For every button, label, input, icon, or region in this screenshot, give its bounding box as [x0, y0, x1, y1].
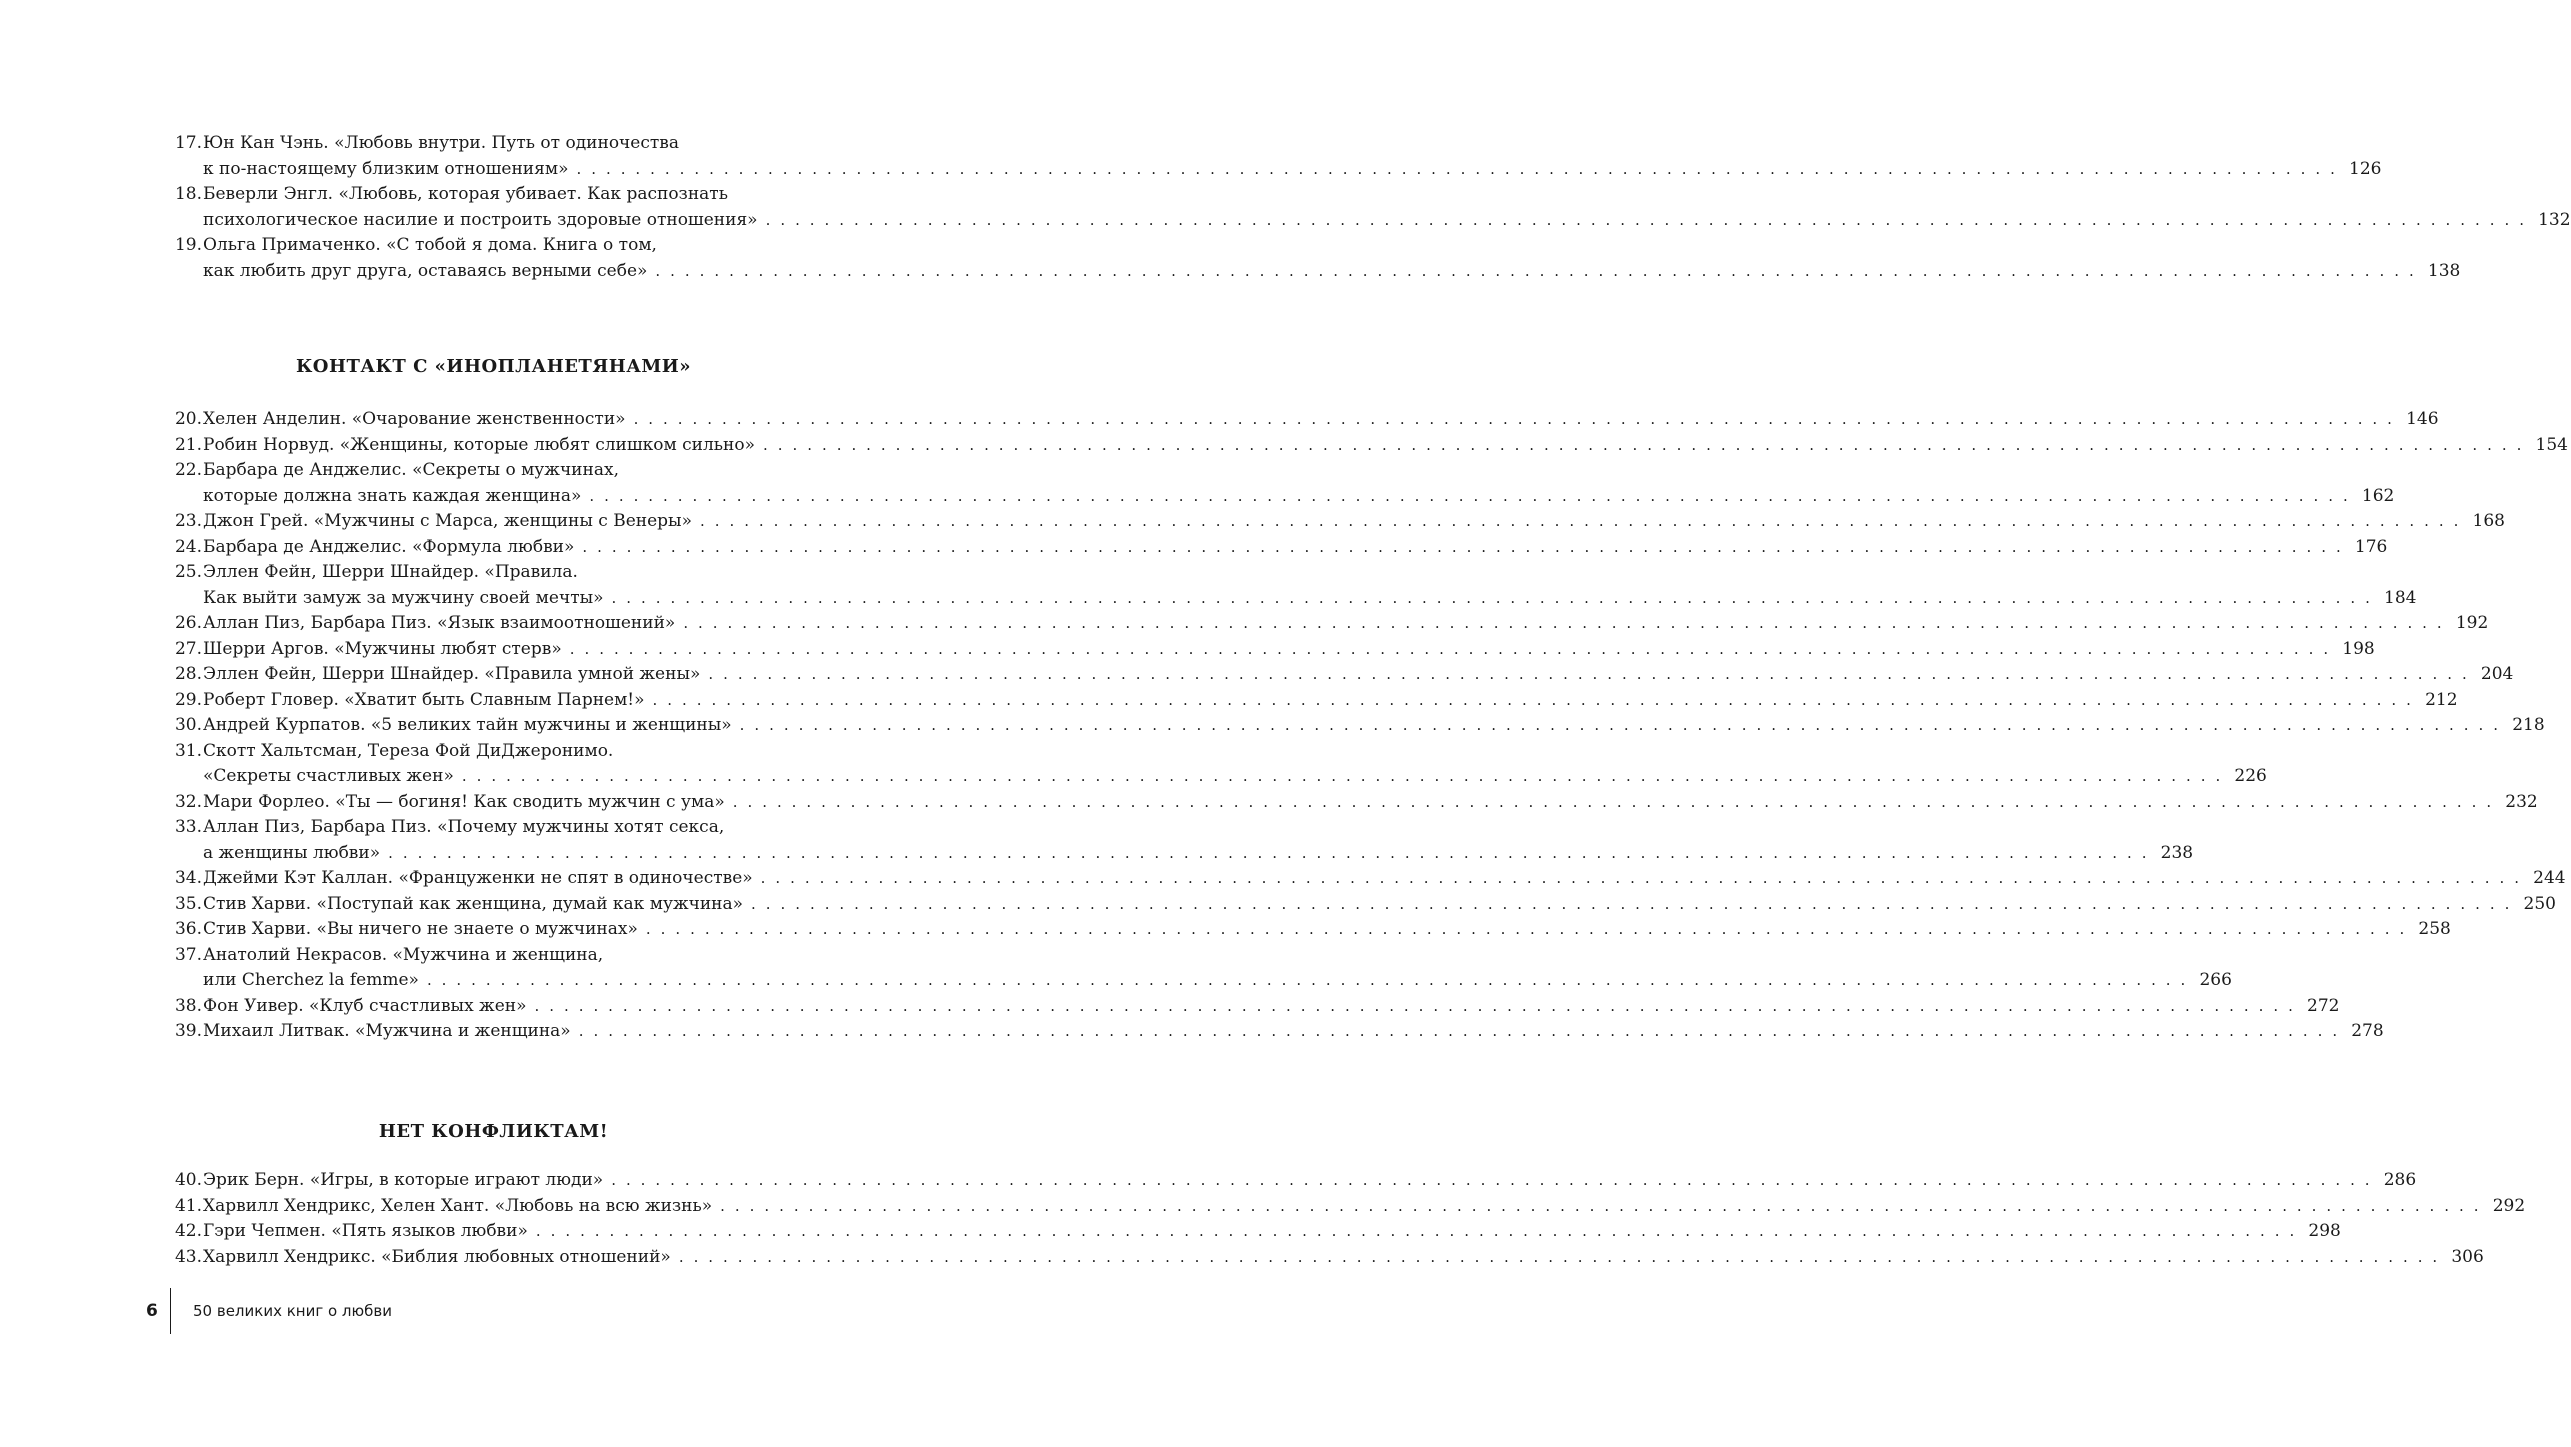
entry-number: 18.: [174, 184, 202, 204]
entry-page-number: 168: [2472, 511, 2505, 531]
toc-entry-line: [172, 509, 2505, 535]
toc-entry-line: [172, 182, 874, 208]
entry-page-number: 176: [2354, 536, 2388, 557]
page-number: 6: [146, 1301, 158, 1321]
entry-title: а женщины любви»: [203, 842, 381, 863]
dot-leader: . . . . . . . . . . . . . . . . . . . . . . . . . . . . . . . . . . . . . . . . . . . . . . . . . . . . . . . . . . . . . . . . . . . . . . . . . . . . . . . . . . . . . . . . . . . . . . . . . . . . . . . . . . . . . . . . . . . . . . . .: [461, 767, 2223, 785]
entry-number: 34.: [174, 868, 202, 888]
toc-entry: [172, 1194, 2526, 1220]
toc-entry-line: [172, 713, 2545, 739]
page-footer: [146, 1288, 392, 1334]
entry-title: Аллан Пиз, Барбара Пиз. «Язык взаимоотношений»: [203, 613, 676, 633]
toc-entry-line: [172, 1245, 2484, 1271]
entry-number: 43.: [174, 1246, 202, 1267]
dot-leader: . . . . . . . . . . . . . . . . . . . . . . . . . . . . . . . . . . . . . . . . . . . . . . . . . . . . . . . . . . . . . . . . . . . . . . . . . . . . . . . . . . . . . . . . . . . . . . . . . . . . . . . . . . . . . . . . . . . . . . . .: [645, 920, 2407, 938]
entry-page-number: 266: [2199, 970, 2232, 990]
entry-number: 40.: [174, 1170, 202, 1190]
toc-entry: [172, 433, 2568, 459]
entry-page-number: 306: [2451, 1246, 2484, 1267]
entry-title: Хелен Анделин. «Очарование женственности»: [203, 409, 626, 429]
toc-entry: [172, 535, 2388, 561]
entry-title: или Cherchez la femme»: [203, 970, 419, 990]
toc-entry: [172, 233, 2461, 284]
entry-title: Гэри Чепмен. «Пять языков любви»: [203, 1221, 528, 1241]
entry-title: Юн Кан Чэнь. «Любовь внутри. Путь от одиночества: [203, 133, 679, 153]
entry-page-number: 292: [2492, 1195, 2526, 1216]
entry-page-number: 162: [2361, 485, 2395, 506]
dot-leader: . . . . . . . . . . . . . . . . . . . . . . . . . . . . . . . . . . . . . . . . . . . . . . . . . . . . . . . . . . . . . . . . . . . . . . . . . . . . . . . . . . . . . . . . . . . . . . . . . . . . . . . . . . . . . . . . . . . . . . . .: [652, 690, 2414, 709]
entry-title: Барбара де Анджелис. «Формула любви»: [203, 536, 575, 557]
toc-entry-line: [172, 1219, 2341, 1245]
entry-title: Эллен Фейн, Шерри Шнайдер. «Правила умной жены»: [203, 664, 701, 684]
dot-leader: . . . . . . . . . . . . . . . . . . . . . . . . . . . . . . . . . . . . . . . . . . . . . . . . . . . . . . . . . . . . . . . . . . . . . . . . . . . . . . . . . . . . . . . . . . . . . . . . . . . . . . . . . . . . . . . . . . . . . . . .: [576, 159, 2338, 178]
entry-number: 32.: [174, 791, 202, 812]
toc-entry-line: [172, 535, 2388, 561]
entry-number: 33.: [174, 817, 202, 837]
entry-page-number: 286: [2383, 1170, 2417, 1190]
toc-entry-line: [172, 892, 2556, 918]
entry-title: Стив Харви. «Вы ничего не знаете о мужчинах»: [203, 919, 638, 939]
entry-number: 27.: [174, 638, 202, 659]
toc-entry: [172, 688, 2458, 714]
entry-page-number: 218: [2512, 715, 2545, 735]
toc-entry-line: [172, 433, 2568, 459]
entry-title: Аллан Пиз, Барбара Пиз. «Почему мужчины хотят секса,: [203, 817, 725, 837]
dot-leader: . . . . . . . . . . . . . . . . . . . . . . . . . . . . . . . . . . . . . . . . . . . . . . . . . . . . . . . . . . . . . . . . . . . . . . . . . . . . . . . . . . . . . . . . . . . . . . . . . . . . . . . . . . . . . . . . . . . . . . . .: [732, 792, 2494, 811]
entry-page-number: 250: [2523, 893, 2556, 914]
toc-section-contact: [172, 407, 2568, 1045]
dot-leader: . . . . . . . . . . . . . . . . . . . . . . . . . . . . . . . . . . . . . . . . . . . . . . . . . . . . . . . . . . . . . . . . . . . . . . . . . . . . . . . . . . . . . . . . . . . . . . . . . . . . . . . . . . . . . . . . . . . . . . . .: [426, 971, 2188, 989]
entry-page-number: 192: [2455, 613, 2489, 633]
toc-entry: [172, 637, 2375, 663]
entry-number: 35.: [174, 893, 202, 914]
entry-page-number: 198: [2342, 638, 2375, 659]
dot-leader: . . . . . . . . . . . . . . . . . . . . . . . . . . . . . . . . . . . . . . . . . . . . . . . . . . . . . . . . . . . . . . . . . . . . . . . . . . . . . . . . . . . . . . . . . . . . . . . . . . . . . . . . . . . . . . . . . . . . . . . .: [582, 537, 2344, 556]
entry-number: 39.: [174, 1021, 202, 1041]
entry-number: 28.: [174, 664, 202, 684]
entry-number: 20.: [174, 409, 202, 429]
entry-title: Стив Харви. «Поступай как женщина, думай как мужчина»: [203, 893, 744, 914]
dot-leader: . . . . . . . . . . . . . . . . . . . . . . . . . . . . . . . . . . . . . . . . . . . . . . . . . . . . . . . . . . . . . . . . . . . . . . . . . . . . . . . . . . . . . . . . . . . . . . . . . . . . . . . . . . . . . . . . . . . . . . . .: [760, 869, 2522, 887]
toc-entry: [172, 790, 2538, 816]
toc-entry-line: [172, 815, 874, 841]
entry-number: 19.: [174, 235, 202, 255]
entry-title: Как выйти замуж за мужчину своей мечты»: [203, 587, 604, 608]
entry-page-number: 226: [2234, 766, 2267, 786]
dot-leader: . . . . . . . . . . . . . . . . . . . . . . . . . . . . . . . . . . . . . . . . . . . . . . . . . . . . . . . . . . . . . . . . . . . . . . . . . . . . . . . . . . . . . . . . . . . . . . . . . . . . . . . . . . . . . . . . . . . . . . . .: [751, 894, 2512, 913]
entry-page-number: 258: [2418, 919, 2451, 939]
toc-entry: [172, 407, 2439, 433]
entry-number: 26.: [174, 613, 202, 633]
toc-entry: [172, 458, 2395, 509]
dot-leader: . . . . . . . . . . . . . . . . . . . . . . . . . . . . . . . . . . . . . . . . . . . . . . . . . . . . . . . . . . . . . . . . . . . . . . . . . . . . . . . . . . . . . . . . . . . . . . . . . . . . . . . . . . . . . . . . . . . . . . . .: [739, 716, 2501, 734]
entry-number: 23.: [174, 511, 202, 531]
entry-page-number: 184: [2384, 587, 2417, 608]
entry-number: 42.: [174, 1221, 202, 1241]
entry-number: 25.: [174, 562, 202, 582]
dot-leader: . . . . . . . . . . . . . . . . . . . . . . . . . . . . . . . . . . . . . . . . . . . . . . . . . . . . . . . . . . . . . . . . . . . . . . . . . . . . . . . . . . . . . . . . . . . . . . . . . . . . . . . . . . . . . . . . . . . . . . . .: [611, 1171, 2373, 1189]
toc-entry: [172, 994, 2340, 1020]
entry-title: Харвилл Хендрикс, Хелен Хант. «Любовь на всю жизнь»: [203, 1195, 713, 1216]
entry-number: 31.: [174, 740, 202, 761]
toc-entry: [172, 866, 2566, 892]
dot-leader: . . . . . . . . . . . . . . . . . . . . . . . . . . . . . . . . . . . . . . . . . . . . . . . . . . . . . . . . . . . . . . . . . . . . . . . . . . . . . . . . . . . . . . . . . . . . . . . . . . . . . . . . . . . . . . . . . . . . . . . .: [534, 996, 2296, 1015]
dot-leader: . . . . . . . . . . . . . . . . . . . . . . . . . . . . . . . . . . . . . . . . . . . . . . . . . . . . . . . . . . . . . . . . . . . . . . . . . . . . . . . . . . . . . . . . . . . . . . . . . . . . . . . . . . . . . . . . . . . . . . . .: [708, 665, 2470, 683]
dot-leader: . . . . . . . . . . . . . . . . . . . . . . . . . . . . . . . . . . . . . . . . . . . . . . . . . . . . . . . . . . . . . . . . . . . . . . . . . . . . . . . . . . . . . . . . . . . . . . . . . . . . . . . . . . . . . . . . . . . . . . . .: [569, 639, 2331, 658]
toc-entry: [172, 739, 2267, 790]
toc-entry: [172, 611, 2489, 637]
toc-entry-line: [172, 611, 2489, 637]
toc-entry-line: [172, 560, 874, 586]
toc-entry: [172, 892, 2556, 918]
entry-page-number: 232: [2505, 791, 2538, 812]
dot-leader: . . . . . . . . . . . . . . . . . . . . . . . . . . . . . . . . . . . . . . . . . . . . . . . . . . . . . . . . . . . . . . . . . . . . . . . . . . . . . . . . . . . . . . . . . . . . . . . . . . . . . . . . . . . . . . . . . . . . . . . .: [388, 843, 2150, 862]
entry-title: Шерри Аргов. «Мужчины любят стерв»: [203, 638, 562, 659]
toc-entry-line: [172, 790, 2538, 816]
toc-entry-line: [172, 764, 2267, 790]
toc-entry: [172, 713, 2545, 739]
toc-entry-line: [172, 484, 2395, 510]
toc-entry: [172, 917, 2451, 943]
toc-entry: [172, 131, 2382, 182]
entry-title: которые должна знать каждая женщина»: [203, 485, 582, 506]
entry-number: 22.: [174, 460, 202, 480]
toc-entry-line: [172, 458, 874, 484]
toc-entry-line: [172, 233, 874, 259]
toc-entry-line: [172, 688, 2458, 714]
entry-title: психологическое насилие и построить здоровые отношения»: [203, 209, 758, 230]
entry-title: Анатолий Некрасов. «Мужчина и женщина,: [203, 944, 604, 965]
entry-title: Андрей Курпатов. «5 великих тайн мужчины и женщины»: [203, 715, 732, 735]
toc-entry-line: [172, 1019, 2384, 1045]
dot-leader: . . . . . . . . . . . . . . . . . . . . . . . . . . . . . . . . . . . . . . . . . . . . . . . . . . . . . . . . . . . . . . . . . . . . . . . . . . . . . . . . . . . . . . . . . . . . . . . . . . . . . . . . . . . . . . . . . . . . . . . .: [589, 486, 2351, 505]
running-title: 50 великих книг о любви: [193, 1302, 392, 1320]
entry-number: 17.: [174, 133, 202, 153]
entry-page-number: 212: [2425, 689, 2458, 710]
toc-section-no-conflicts: [172, 1168, 2526, 1270]
entry-page-number: 244: [2533, 868, 2566, 888]
toc-entry-line: [172, 943, 874, 969]
toc-entry-line: [172, 407, 2439, 433]
toc-section-continued: [172, 131, 2571, 284]
toc-entry: [172, 1168, 2417, 1194]
toc-entry: [172, 1019, 2384, 1045]
toc-entry: [172, 509, 2505, 535]
dot-leader: . . . . . . . . . . . . . . . . . . . . . . . . . . . . . . . . . . . . . . . . . . . . . . . . . . . . . . . . . . . . . . . . . . . . . . . . . . . . . . . . . . . . . . . . . . . . . . . . . . . . . . . . . . . . . . . . . . . . . . . .: [535, 1222, 2297, 1240]
entry-title: Роберт Гловер. «Хватит быть Славным Парнем!»: [203, 689, 645, 710]
toc-entry-line: [172, 208, 2571, 234]
dot-leader: . . . . . . . . . . . . . . . . . . . . . . . . . . . . . . . . . . . . . . . . . . . . . . . . . . . . . . . . . . . . . . . . . . . . . . . . . . . . . . . . . . . . . . . . . . . . . . . . . . . . . . . . . . . . . . . . . . . . . . . .: [633, 410, 2395, 428]
entry-page-number: 126: [2349, 158, 2382, 179]
footer-divider: [170, 1288, 171, 1334]
entry-number: 38.: [174, 995, 202, 1016]
entry-number: 41.: [174, 1195, 202, 1216]
toc-entry: [172, 1245, 2484, 1271]
entry-title: как любить друг друга, оставаясь верными себе»: [203, 260, 648, 281]
entry-title: Эрик Берн. «Игры, в которые играют люди»: [203, 1170, 604, 1190]
toc-entry-line: [172, 1168, 2417, 1194]
entry-title: Робин Норвуд. «Женщины, которые любят слишком сильно»: [203, 434, 756, 455]
entry-number: 24.: [174, 536, 202, 557]
entry-page-number: 146: [2406, 409, 2439, 429]
entry-title: Эллен Фейн, Шерри Шнайдер. «Правила.: [203, 562, 578, 582]
entry-title: Фон Уивер. «Клуб счастливых жен»: [203, 995, 527, 1016]
entry-page-number: 272: [2307, 995, 2340, 1016]
entry-title: Джон Грей. «Мужчины с Марса, женщины с Венеры»: [203, 511, 692, 531]
entry-number: 29.: [174, 689, 202, 710]
toc-entry-line: [172, 131, 874, 157]
entry-number: 30.: [174, 715, 202, 735]
entry-title: к по-настоящему близким отношениям»: [203, 158, 569, 179]
toc-entry: [172, 662, 2514, 688]
toc-entry: [172, 815, 2194, 866]
toc-entry-line: [172, 662, 2514, 688]
toc-entry-line: [172, 157, 2382, 183]
dot-leader: . . . . . . . . . . . . . . . . . . . . . . . . . . . . . . . . . . . . . . . . . . . . . . . . . . . . . . . . . . . . . . . . . . . . . . . . . . . . . . . . . . . . . . . . . . . . . . . . . . . . . . . . . . . . . . . . . . . . . . . .: [763, 435, 2524, 454]
toc-entry: [172, 182, 2571, 233]
entry-page-number: 204: [2480, 664, 2514, 684]
entry-title: Харвилл Хендрикс. «Библия любовных отношений»: [203, 1246, 671, 1267]
toc-entry-line: [172, 866, 2566, 892]
toc-entry: [172, 560, 2417, 611]
entry-title: Беверли Энгл. «Любовь, которая убивает. Как распознать: [203, 184, 728, 204]
toc-entry-line: [172, 841, 2194, 867]
toc-entry-line: [172, 586, 2417, 612]
toc-entry: [172, 1219, 2341, 1245]
entry-number: 37.: [174, 944, 202, 965]
entry-page-number: 238: [2160, 842, 2194, 863]
dot-leader: . . . . . . . . . . . . . . . . . . . . . . . . . . . . . . . . . . . . . . . . . . . . . . . . . . . . . . . . . . . . . . . . . . . . . . . . . . . . . . . . . . . . . . . . . . . . . . . . . . . . . . . . . . . . . . . . . . . . . . . .: [683, 614, 2445, 632]
dot-leader: . . . . . . . . . . . . . . . . . . . . . . . . . . . . . . . . . . . . . . . . . . . . . . . . . . . . . . . . . . . . . . . . . . . . . . . . . . . . . . . . . . . . . . . . . . . . . . . . . . . . . . . . . . . . . . . . . . . . . . . .: [699, 512, 2461, 530]
entry-page-number: 132: [2538, 209, 2571, 230]
entry-title: Барбара де Анджелис. «Секреты о мужчинах,: [203, 460, 619, 480]
dot-leader: . . . . . . . . . . . . . . . . . . . . . . . . . . . . . . . . . . . . . . . . . . . . . . . . . . . . . . . . . . . . . . . . . . . . . . . . . . . . . . . . . . . . . . . . . . . . . . . . . . . . . . . . . . . . . . . . . . . . . . . .: [611, 588, 2373, 607]
toc-entry: [172, 943, 2232, 994]
toc-entry-line: [172, 1194, 2526, 1220]
entry-title: Скотт Хальтсман, Тереза Фой ДиДжеронимо.: [203, 740, 614, 761]
entry-title: Мари Форлео. «Ты — богиня! Как сводить мужчин с ума»: [203, 791, 725, 812]
entry-title: Ольга Примаченко. «С тобой я дома. Книга о том,: [203, 235, 657, 255]
toc-entry-line: [172, 259, 2461, 285]
entry-title: Михаил Литвак. «Мужчина и женщина»: [203, 1021, 571, 1041]
toc-entry-line: [172, 968, 2232, 994]
entry-title: «Секреты счастливых жен»: [203, 766, 454, 786]
entry-page-number: 154: [2535, 434, 2568, 455]
entry-page-number: 298: [2308, 1221, 2341, 1241]
dot-leader: . . . . . . . . . . . . . . . . . . . . . . . . . . . . . . . . . . . . . . . . . . . . . . . . . . . . . . . . . . . . . . . . . . . . . . . . . . . . . . . . . . . . . . . . . . . . . . . . . . . . . . . . . . . . . . . . . . . . . . . .: [655, 261, 2417, 280]
dot-leader: . . . . . . . . . . . . . . . . . . . . . . . . . . . . . . . . . . . . . . . . . . . . . . . . . . . . . . . . . . . . . . . . . . . . . . . . . . . . . . . . . . . . . . . . . . . . . . . . . . . . . . . . . . . . . . . . . . . . . . . .: [578, 1022, 2340, 1040]
entry-number: 21.: [174, 434, 202, 455]
dot-leader: . . . . . . . . . . . . . . . . . . . . . . . . . . . . . . . . . . . . . . . . . . . . . . . . . . . . . . . . . . . . . . . . . . . . . . . . . . . . . . . . . . . . . . . . . . . . . . . . . . . . . . . . . . . . . . . . . . . . . . . .: [678, 1247, 2440, 1266]
section-heading-no-conflicts: НЕТ КОНФЛИКТАМ!: [378, 1121, 609, 1142]
entry-title: Джейми Кэт Каллан. «Француженки не спят в одиночестве»: [203, 868, 753, 888]
toc-entry-line: [172, 994, 2340, 1020]
dot-leader: . . . . . . . . . . . . . . . . . . . . . . . . . . . . . . . . . . . . . . . . . . . . . . . . . . . . . . . . . . . . . . . . . . . . . . . . . . . . . . . . . . . . . . . . . . . . . . . . . . . . . . . . . . . . . . . . . . . . . . . .: [765, 210, 2527, 229]
toc-entry-line: [172, 917, 2451, 943]
entry-page-number: 138: [2427, 260, 2461, 281]
section-heading-contact: КОНТАКТ С «ИНОПЛАНЕТЯНАМИ»: [295, 356, 692, 377]
dot-leader: . . . . . . . . . . . . . . . . . . . . . . . . . . . . . . . . . . . . . . . . . . . . . . . . . . . . . . . . . . . . . . . . . . . . . . . . . . . . . . . . . . . . . . . . . . . . . . . . . . . . . . . . . . . . . . . . . . . . . . . .: [720, 1196, 2482, 1215]
toc-entry-line: [172, 739, 874, 765]
entry-page-number: 278: [2351, 1021, 2384, 1041]
toc-entry-line: [172, 637, 2375, 663]
entry-number: 36.: [174, 919, 202, 939]
